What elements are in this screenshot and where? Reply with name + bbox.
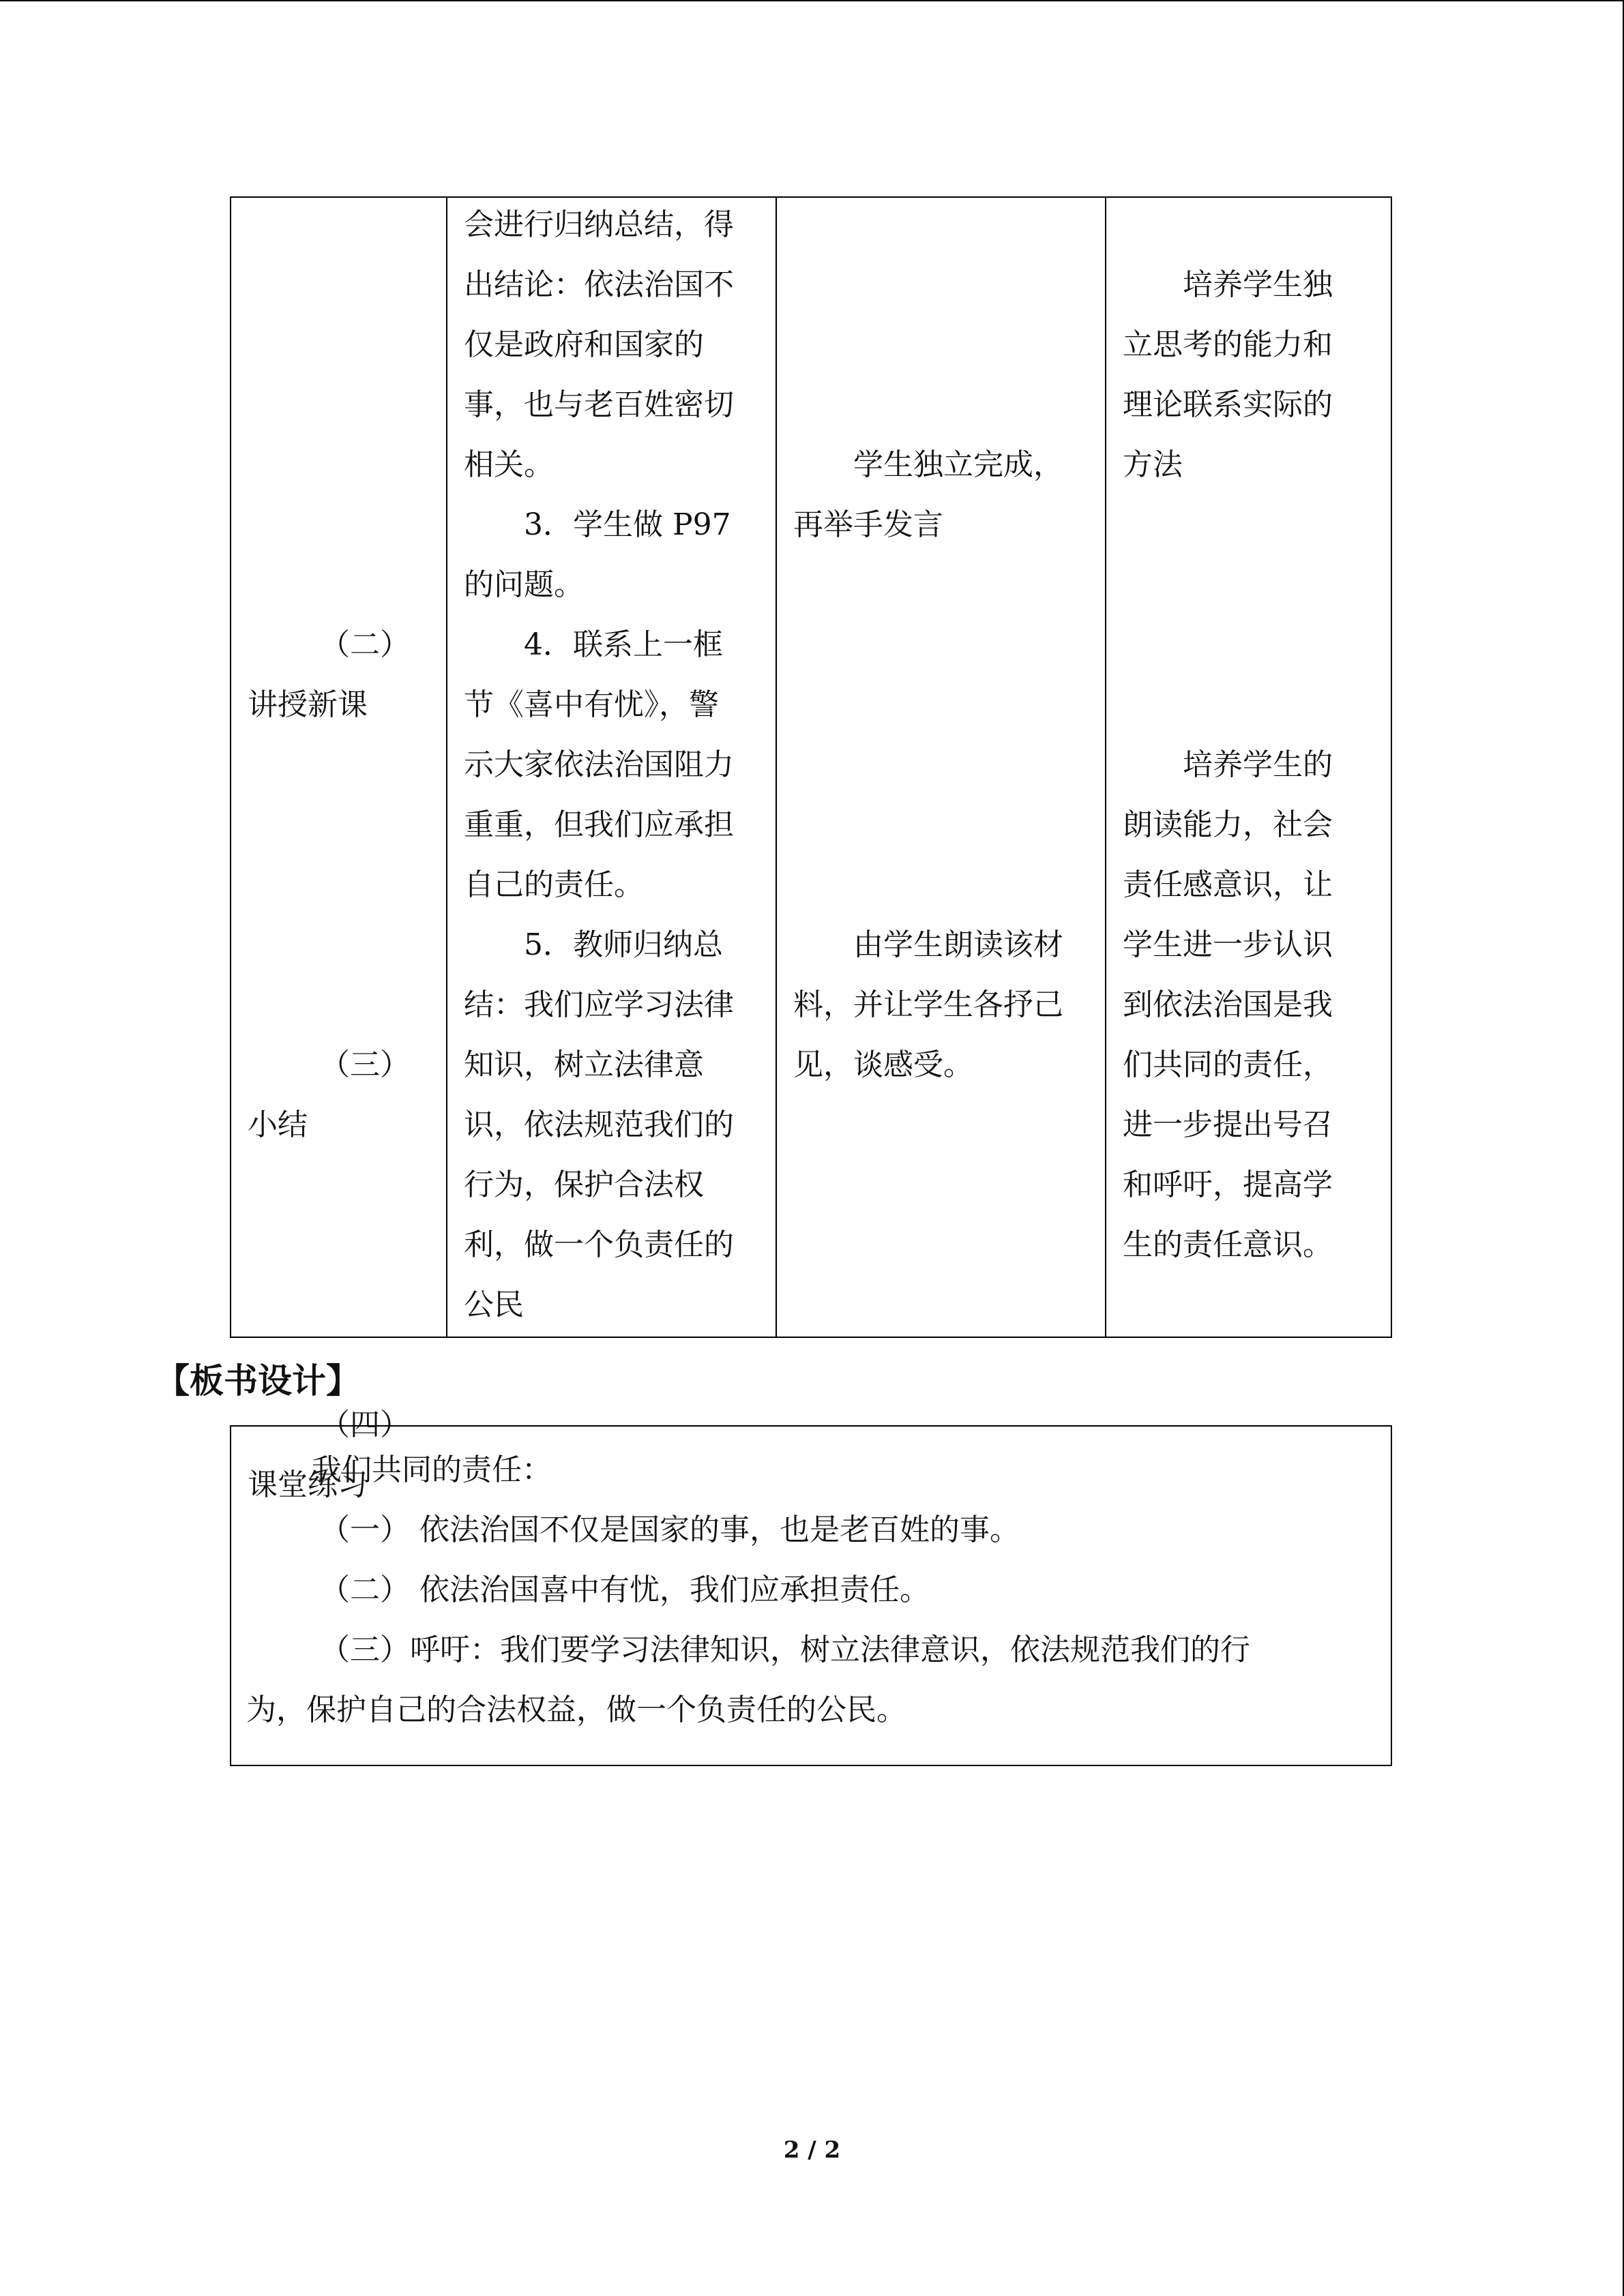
teacher-line: 行为，保护合法权: [464, 1167, 704, 1202]
intent-line: 方法: [1123, 447, 1183, 482]
stage-title-3: 小结: [248, 1107, 308, 1142]
student-line: 再举手发言: [793, 507, 943, 542]
intent-line: 朗读能力，社会: [1123, 807, 1333, 842]
student-line: 见，谈感受。: [793, 1047, 973, 1082]
stage-title-4: 课堂练习: [248, 1467, 368, 1502]
teacher-line: 结：我们应学习法律: [464, 987, 734, 1022]
teacher-line: 知识，树立法律意: [464, 1047, 704, 1082]
board-line: 我们共同的责任：: [312, 1452, 552, 1487]
teacher-line: 示大家依法治国阻力: [464, 747, 734, 782]
intent-line: 们共同的责任，: [1123, 1047, 1333, 1082]
teacher-line: 节《喜中有忧》，警: [464, 687, 719, 722]
intent-line: 培养学生的: [1183, 747, 1333, 782]
intent-line: 和呼吁，提高学: [1123, 1167, 1333, 1202]
teacher-activity-column: [447, 198, 776, 1337]
intent-line: 培养学生独: [1183, 267, 1333, 302]
board-line: （一） 依法治国不仅是国家的事，也是老百姓的事。: [320, 1512, 1020, 1547]
board-design-box: [230, 1425, 1392, 1766]
teacher-line: 相关。: [464, 447, 554, 482]
teacher-line: 4．联系上一框: [524, 627, 723, 662]
student-activity-column: [777, 198, 1105, 1337]
page-number: 2 / 2: [783, 2136, 841, 2164]
intent-line: 学生进一步认识: [1123, 927, 1333, 962]
teacher-line: 自己的责任。: [464, 867, 644, 902]
teacher-line: 事，也与老百姓密切: [464, 387, 734, 422]
intent-line: 责任感意识，让: [1123, 867, 1333, 902]
teacher-line: 的问题。: [464, 567, 584, 602]
intent-line: 进一步提出号召: [1123, 1107, 1333, 1142]
intent-line: 生的责任意识。: [1123, 1227, 1333, 1262]
board-line: 为，保护自己的合法权益，做一个负责任的公民。: [246, 1693, 906, 1727]
design-intent-column: [1106, 198, 1392, 1337]
student-line: 由学生朗读该材: [853, 927, 1063, 962]
intent-line: 立思考的能力和: [1123, 327, 1333, 362]
stage-label-4: （四）: [320, 1407, 410, 1442]
student-line: 料，并让学生各抒己: [793, 987, 1063, 1022]
teacher-line: 3．学生做 P97: [524, 507, 731, 542]
board-line: （三）呼吁：我们要学习法律知识，树立法律意识，依法规范我们的行: [320, 1632, 1250, 1667]
student-line: 学生独立完成，: [853, 447, 1063, 482]
board-line: （二） 依法治国喜中有忧，我们应承担责任。: [320, 1572, 930, 1607]
stage-label-3: （三）: [320, 1047, 410, 1082]
teacher-line: 识，依法规范我们的: [464, 1107, 734, 1142]
teacher-line: 利，做一个负责任的: [464, 1227, 734, 1262]
teacher-line: 出结论：依法治国不: [464, 267, 734, 302]
board-design-heading: 【板书设计】: [156, 1360, 360, 1401]
teacher-line: 重重，但我们应承担: [464, 807, 734, 842]
top-border-line: [0, 0, 1624, 1]
teacher-line: 公民: [464, 1287, 524, 1322]
intent-line: 到依法治国是我: [1123, 987, 1333, 1022]
teacher-line: 5．教师归纳总: [524, 927, 723, 962]
teacher-line: 会进行归纳总结，得: [464, 207, 734, 242]
stage-title-2: 讲授新课: [248, 687, 368, 722]
teacher-line: 仅是政府和国家的: [464, 327, 704, 362]
stage-label-2: （二）: [320, 627, 410, 662]
intent-line: 理论联系实际的: [1123, 387, 1333, 422]
